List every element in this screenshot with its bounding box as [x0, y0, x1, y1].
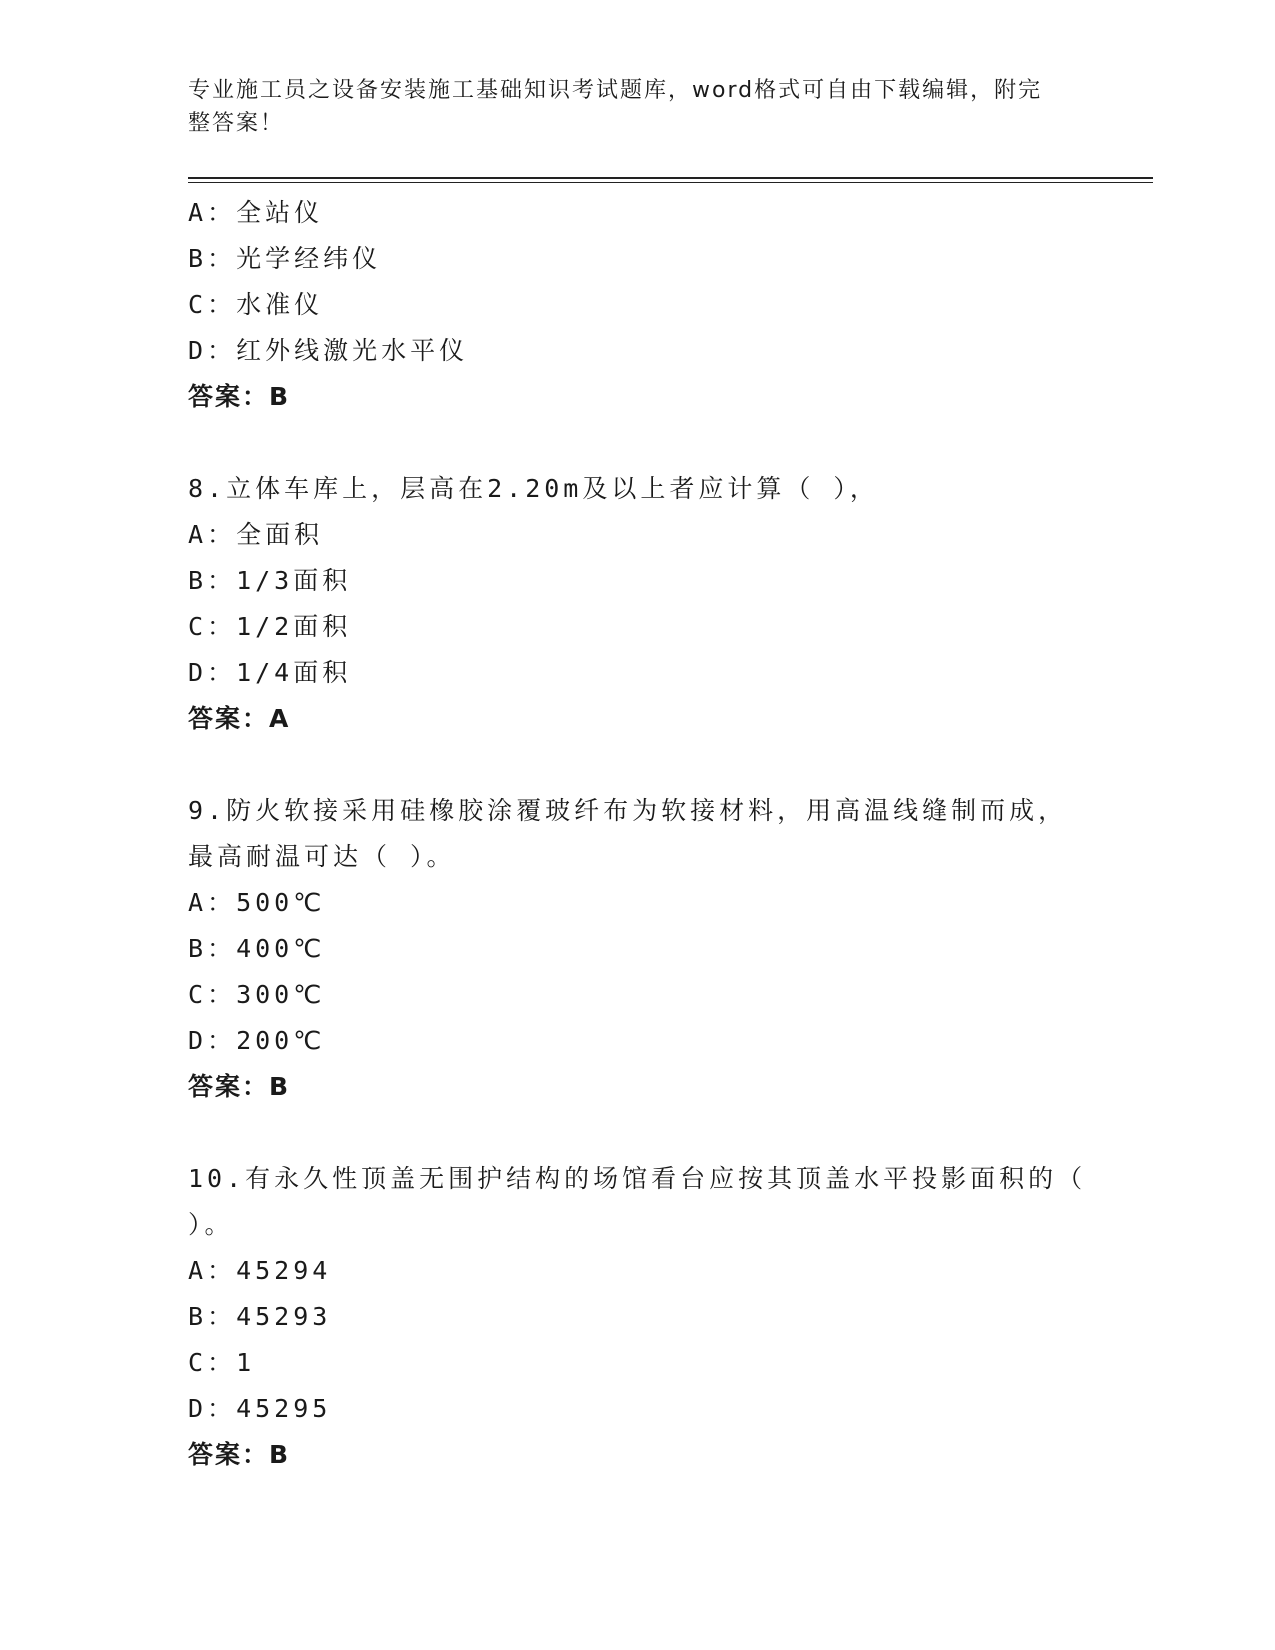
- header-line-2: 整答案！: [188, 111, 285, 136]
- option-text: 200℃: [236, 1026, 326, 1055]
- document-header: [188, 74, 1068, 140]
- option-key: C：: [188, 290, 237, 319]
- option-key: B：: [188, 566, 237, 595]
- spacer: [188, 742, 1088, 788]
- answer-line: 答案：B: [188, 1440, 291, 1469]
- option-c: [188, 604, 1088, 650]
- option-key: A：: [188, 888, 237, 917]
- option-a: [188, 880, 1088, 926]
- question-list: [188, 190, 1088, 1478]
- option-d: [188, 328, 1088, 374]
- question-stem: 9.防火软接采用硅橡胶涂覆玻纤布为软接材料，用高温线缝制而成，: [188, 796, 1068, 825]
- option-text: 400℃: [236, 934, 326, 963]
- option-text: 45294: [236, 1256, 332, 1285]
- option-text: 1/3面积: [236, 566, 352, 595]
- option-key: A：: [188, 1256, 237, 1285]
- option-c: [188, 282, 1088, 328]
- option-text: 光学经纬仪: [236, 244, 382, 273]
- header-divider-thin: [188, 182, 1153, 183]
- option-text: 全面积: [236, 520, 324, 549]
- header-line-1: 专业施工员之设备安装施工基础知识考试题库，word格式可自由下载编辑，附完: [188, 78, 1043, 103]
- option-a: [188, 512, 1088, 558]
- option-b: [188, 236, 1088, 282]
- option-text: 45295: [236, 1394, 332, 1423]
- option-text: 300℃: [236, 980, 326, 1009]
- option-text: 1: [236, 1348, 256, 1377]
- question-stem: 8.立体车库上，层高在2.20m及以上者应计算（ ），: [188, 474, 879, 503]
- header-divider-thick: [188, 177, 1153, 179]
- option-key: C：: [188, 980, 237, 1009]
- option-key: D：: [188, 1394, 237, 1423]
- option-text: 1/2面积: [236, 612, 352, 641]
- option-text: 水准仪: [236, 290, 324, 319]
- question-block-10: [188, 1156, 1088, 1478]
- option-d: [188, 650, 1088, 696]
- option-key: A：: [188, 520, 237, 549]
- option-text: 45293: [236, 1302, 332, 1331]
- option-key: D：: [188, 336, 237, 365]
- answer-line: 答案：B: [188, 382, 291, 411]
- option-a: [188, 1248, 1088, 1294]
- option-key: A：: [188, 198, 237, 227]
- option-text: 全站仪: [236, 198, 324, 227]
- question-stem: 10.有永久性顶盖无围护结构的场馆看台应按其顶盖水平投影面积的（: [188, 1164, 1087, 1193]
- question-stem-continued: 最高耐温可达（ ）。: [188, 842, 456, 871]
- option-c: [188, 972, 1088, 1018]
- option-key: D：: [188, 658, 237, 687]
- option-key: C：: [188, 612, 237, 641]
- option-key: C：: [188, 1348, 237, 1377]
- question-stem-continued: ）。: [188, 1210, 234, 1239]
- option-d: [188, 1018, 1088, 1064]
- answer-line: 答案：B: [188, 1072, 291, 1101]
- option-text: 1/4面积: [236, 658, 352, 687]
- option-d: [188, 1386, 1088, 1432]
- option-key: B：: [188, 1302, 237, 1331]
- question-block-7: [188, 190, 1088, 420]
- option-text: 500℃: [236, 888, 326, 917]
- option-b: [188, 558, 1088, 604]
- option-text: 红外线激光水平仪: [236, 336, 469, 365]
- option-key: B：: [188, 934, 237, 963]
- answer-line: 答案：A: [188, 704, 291, 733]
- option-key: B：: [188, 244, 237, 273]
- option-a: [188, 190, 1088, 236]
- option-b: [188, 926, 1088, 972]
- spacer: [188, 1110, 1088, 1156]
- option-c: [188, 1340, 1088, 1386]
- question-block-8: [188, 466, 1088, 742]
- question-block-9: [188, 788, 1088, 1110]
- option-b: [188, 1294, 1088, 1340]
- option-key: D：: [188, 1026, 237, 1055]
- spacer: [188, 420, 1088, 466]
